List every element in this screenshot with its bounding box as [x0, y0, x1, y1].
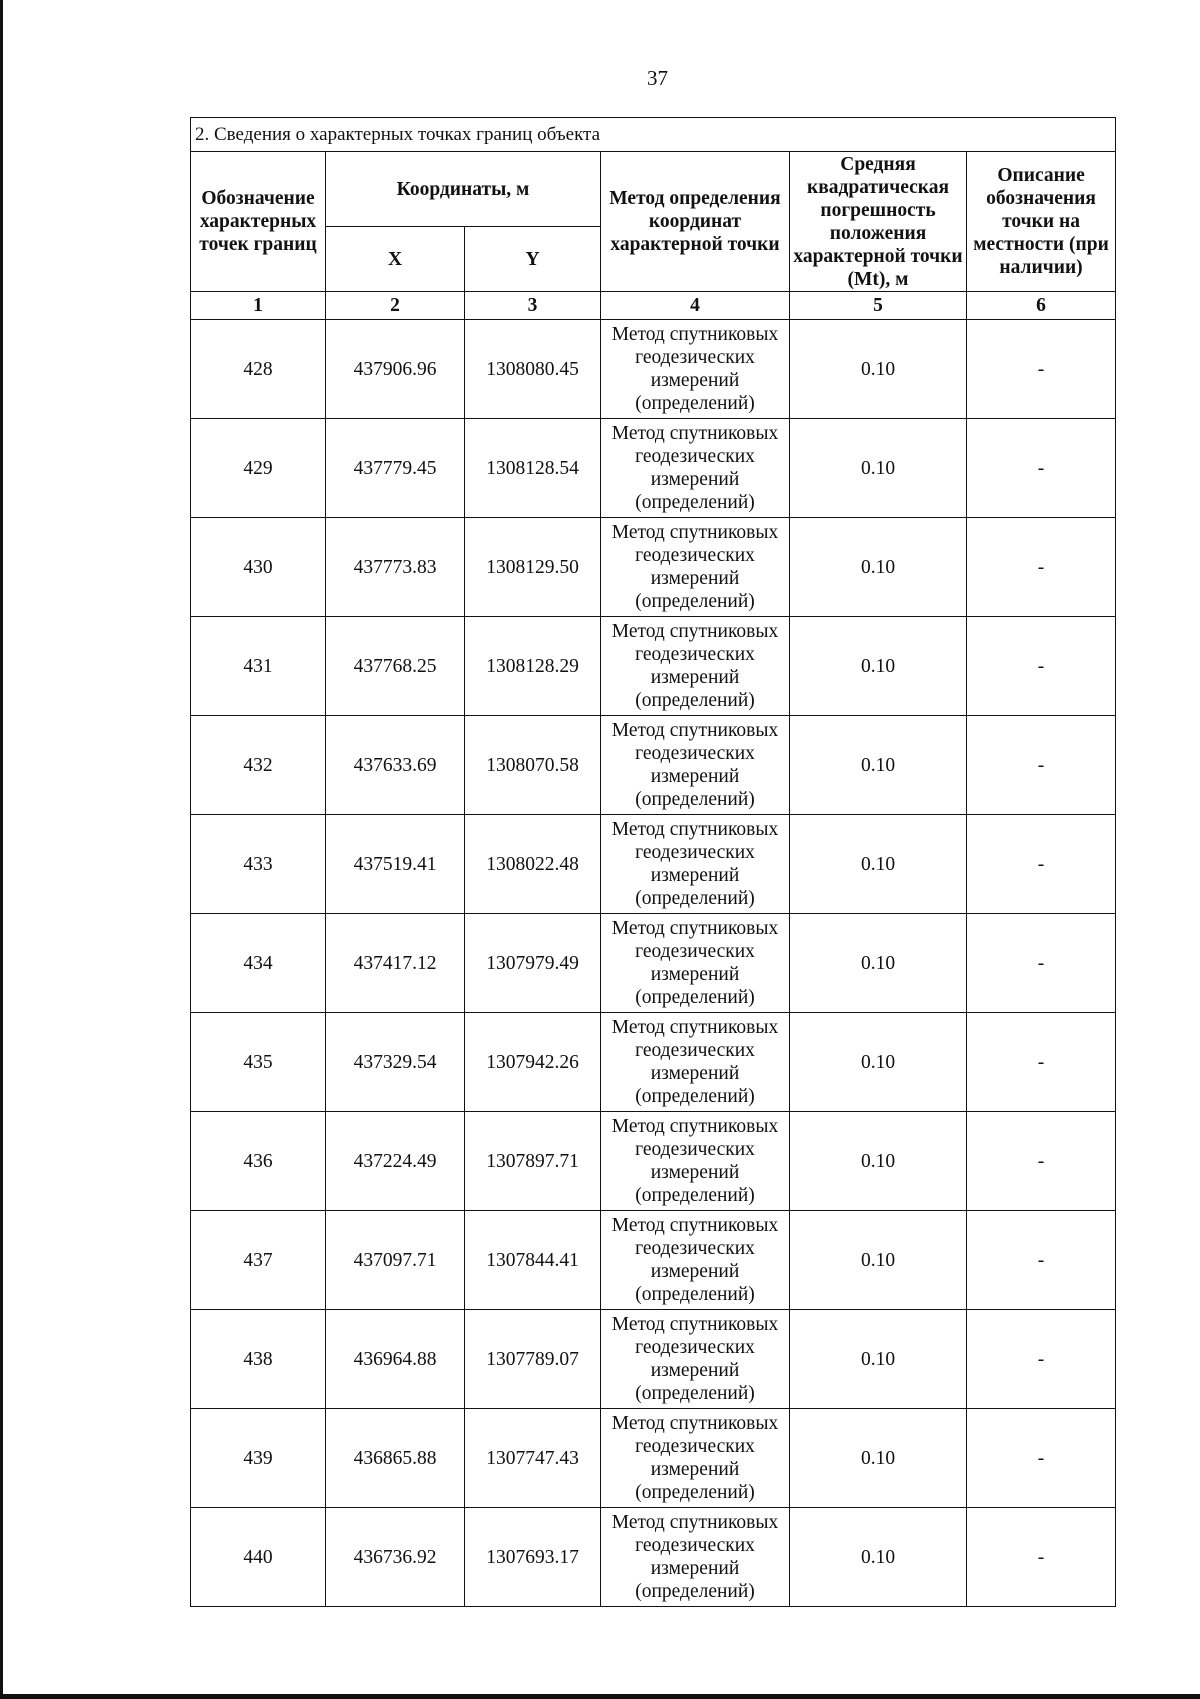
- description-cell: -: [967, 716, 1116, 815]
- table-row: [191, 1112, 1116, 1211]
- table-row: [191, 419, 1116, 518]
- y-coordinate-cell: 1308129.50: [465, 518, 601, 617]
- description-cell: -: [967, 1211, 1116, 1310]
- column-number: 6: [967, 292, 1116, 320]
- scan-left-edge: [0, 0, 3, 1699]
- description-cell: -: [967, 1013, 1116, 1112]
- method-cell: Метод спутниковых геодезических измерений (определений): [601, 1310, 790, 1409]
- x-coordinate-cell: 437417.12: [326, 914, 465, 1013]
- mean-error-cell: 0.10: [790, 419, 967, 518]
- header-point-designation: Обозначение характерных точек границ: [191, 152, 326, 292]
- header-y: Y: [465, 227, 601, 292]
- point-number-cell: 437: [191, 1211, 326, 1310]
- x-coordinate-cell: 437633.69: [326, 716, 465, 815]
- mean-error-cell: 0.10: [790, 1409, 967, 1508]
- mean-error-cell: 0.10: [790, 1112, 967, 1211]
- column-number: 5: [790, 292, 967, 320]
- point-number-cell: 439: [191, 1409, 326, 1508]
- column-number: 2: [326, 292, 465, 320]
- table-row: [191, 1508, 1116, 1607]
- method-cell: Метод спутниковых геодезических измерений (определений): [601, 1013, 790, 1112]
- description-cell: -: [967, 815, 1116, 914]
- y-coordinate-cell: 1307897.71: [465, 1112, 601, 1211]
- description-cell: -: [967, 1409, 1116, 1508]
- point-number-cell: 428: [191, 320, 326, 419]
- x-coordinate-cell: 437779.45: [326, 419, 465, 518]
- description-cell: -: [967, 518, 1116, 617]
- description-cell: -: [967, 1112, 1116, 1211]
- y-coordinate-cell: 1308128.54: [465, 419, 601, 518]
- y-coordinate-cell: 1308022.48: [465, 815, 601, 914]
- y-coordinate-cell: 1307747.43: [465, 1409, 601, 1508]
- table-row: [191, 1310, 1116, 1409]
- point-number-cell: 434: [191, 914, 326, 1013]
- column-number: 4: [601, 292, 790, 320]
- mean-error-cell: 0.10: [790, 1211, 967, 1310]
- table-row: [191, 914, 1116, 1013]
- x-coordinate-cell: 437768.25: [326, 617, 465, 716]
- point-number-cell: 432: [191, 716, 326, 815]
- point-number-cell: 433: [191, 815, 326, 914]
- table-row: [191, 1211, 1116, 1310]
- method-cell: Метод спутниковых геодезических измерений (определений): [601, 815, 790, 914]
- table-row: [191, 617, 1116, 716]
- description-cell: -: [967, 419, 1116, 518]
- mean-error-cell: 0.10: [790, 1310, 967, 1409]
- boundary-points-table: [190, 117, 1116, 1607]
- column-number: 3: [465, 292, 601, 320]
- description-cell: -: [967, 320, 1116, 419]
- scan-bottom-edge: [0, 1694, 1200, 1699]
- method-cell: Метод спутниковых геодезических измерений (определений): [601, 419, 790, 518]
- mean-error-cell: 0.10: [790, 716, 967, 815]
- page-number: 37: [647, 66, 668, 90]
- method-cell: Метод спутниковых геодезических измерений (определений): [601, 1409, 790, 1508]
- column-number-row: [191, 292, 1116, 320]
- x-coordinate-cell: 437773.83: [326, 518, 465, 617]
- y-coordinate-cell: 1308128.29: [465, 617, 601, 716]
- method-cell: Метод спутниковых геодезических измерений (определений): [601, 1508, 790, 1607]
- header-row-top: [191, 152, 1116, 227]
- y-coordinate-cell: 1307844.41: [465, 1211, 601, 1310]
- table-row: [191, 1013, 1116, 1112]
- header-method: Метод определения координат характерной точки: [601, 152, 790, 292]
- y-coordinate-cell: 1308080.45: [465, 320, 601, 419]
- mean-error-cell: 0.10: [790, 1508, 967, 1607]
- point-number-cell: 431: [191, 617, 326, 716]
- description-cell: -: [967, 1310, 1116, 1409]
- header-mean-error: Средняя квадратическая погрешность положения характерной точки (Mt), м: [790, 152, 967, 292]
- method-cell: Метод спутниковых геодезических измерений (определений): [601, 518, 790, 617]
- x-coordinate-cell: 436736.92: [326, 1508, 465, 1607]
- point-number-cell: 429: [191, 419, 326, 518]
- y-coordinate-cell: 1307979.49: [465, 914, 601, 1013]
- table-row: [191, 1409, 1116, 1508]
- point-number-cell: 430: [191, 518, 326, 617]
- description-cell: -: [967, 914, 1116, 1013]
- method-cell: Метод спутниковых геодезических измерений (определений): [601, 1211, 790, 1310]
- x-coordinate-cell: 437519.41: [326, 815, 465, 914]
- header-x: X: [326, 227, 465, 292]
- method-cell: Метод спутниковых геодезических измерений (определений): [601, 1112, 790, 1211]
- method-cell: Метод спутниковых геодезических измерений (определений): [601, 716, 790, 815]
- mean-error-cell: 0.10: [790, 1013, 967, 1112]
- y-coordinate-cell: 1307693.17: [465, 1508, 601, 1607]
- table-row: [191, 518, 1116, 617]
- section-title-row: [191, 118, 1116, 152]
- description-cell: -: [967, 617, 1116, 716]
- method-cell: Метод спутниковых геодезических измерений (определений): [601, 914, 790, 1013]
- y-coordinate-cell: 1308070.58: [465, 716, 601, 815]
- x-coordinate-cell: 437329.54: [326, 1013, 465, 1112]
- point-number-cell: 438: [191, 1310, 326, 1409]
- method-cell: Метод спутниковых геодезических измерений (определений): [601, 617, 790, 716]
- mean-error-cell: 0.10: [790, 914, 967, 1013]
- x-coordinate-cell: 436964.88: [326, 1310, 465, 1409]
- y-coordinate-cell: 1307942.26: [465, 1013, 601, 1112]
- table-row: [191, 815, 1116, 914]
- mean-error-cell: 0.10: [790, 518, 967, 617]
- table-row: [191, 320, 1116, 419]
- mean-error-cell: 0.10: [790, 617, 967, 716]
- point-number-cell: 435: [191, 1013, 326, 1112]
- description-cell: -: [967, 1508, 1116, 1607]
- point-number-cell: 436: [191, 1112, 326, 1211]
- method-cell: Метод спутниковых геодезических измерений (определений): [601, 320, 790, 419]
- point-number-cell: 440: [191, 1508, 326, 1607]
- header-coordinates: Координаты, м: [326, 152, 601, 227]
- section-title: 2. Сведения о характерных точках границ объекта: [191, 118, 1116, 152]
- x-coordinate-cell: 437097.71: [326, 1211, 465, 1310]
- mean-error-cell: 0.10: [790, 320, 967, 419]
- mean-error-cell: 0.10: [790, 815, 967, 914]
- x-coordinate-cell: 436865.88: [326, 1409, 465, 1508]
- table-row: [191, 716, 1116, 815]
- header-description: Описание обозначения точки на местности (при наличии): [967, 152, 1116, 292]
- x-coordinate-cell: 437906.96: [326, 320, 465, 419]
- x-coordinate-cell: 437224.49: [326, 1112, 465, 1211]
- column-number: 1: [191, 292, 326, 320]
- y-coordinate-cell: 1307789.07: [465, 1310, 601, 1409]
